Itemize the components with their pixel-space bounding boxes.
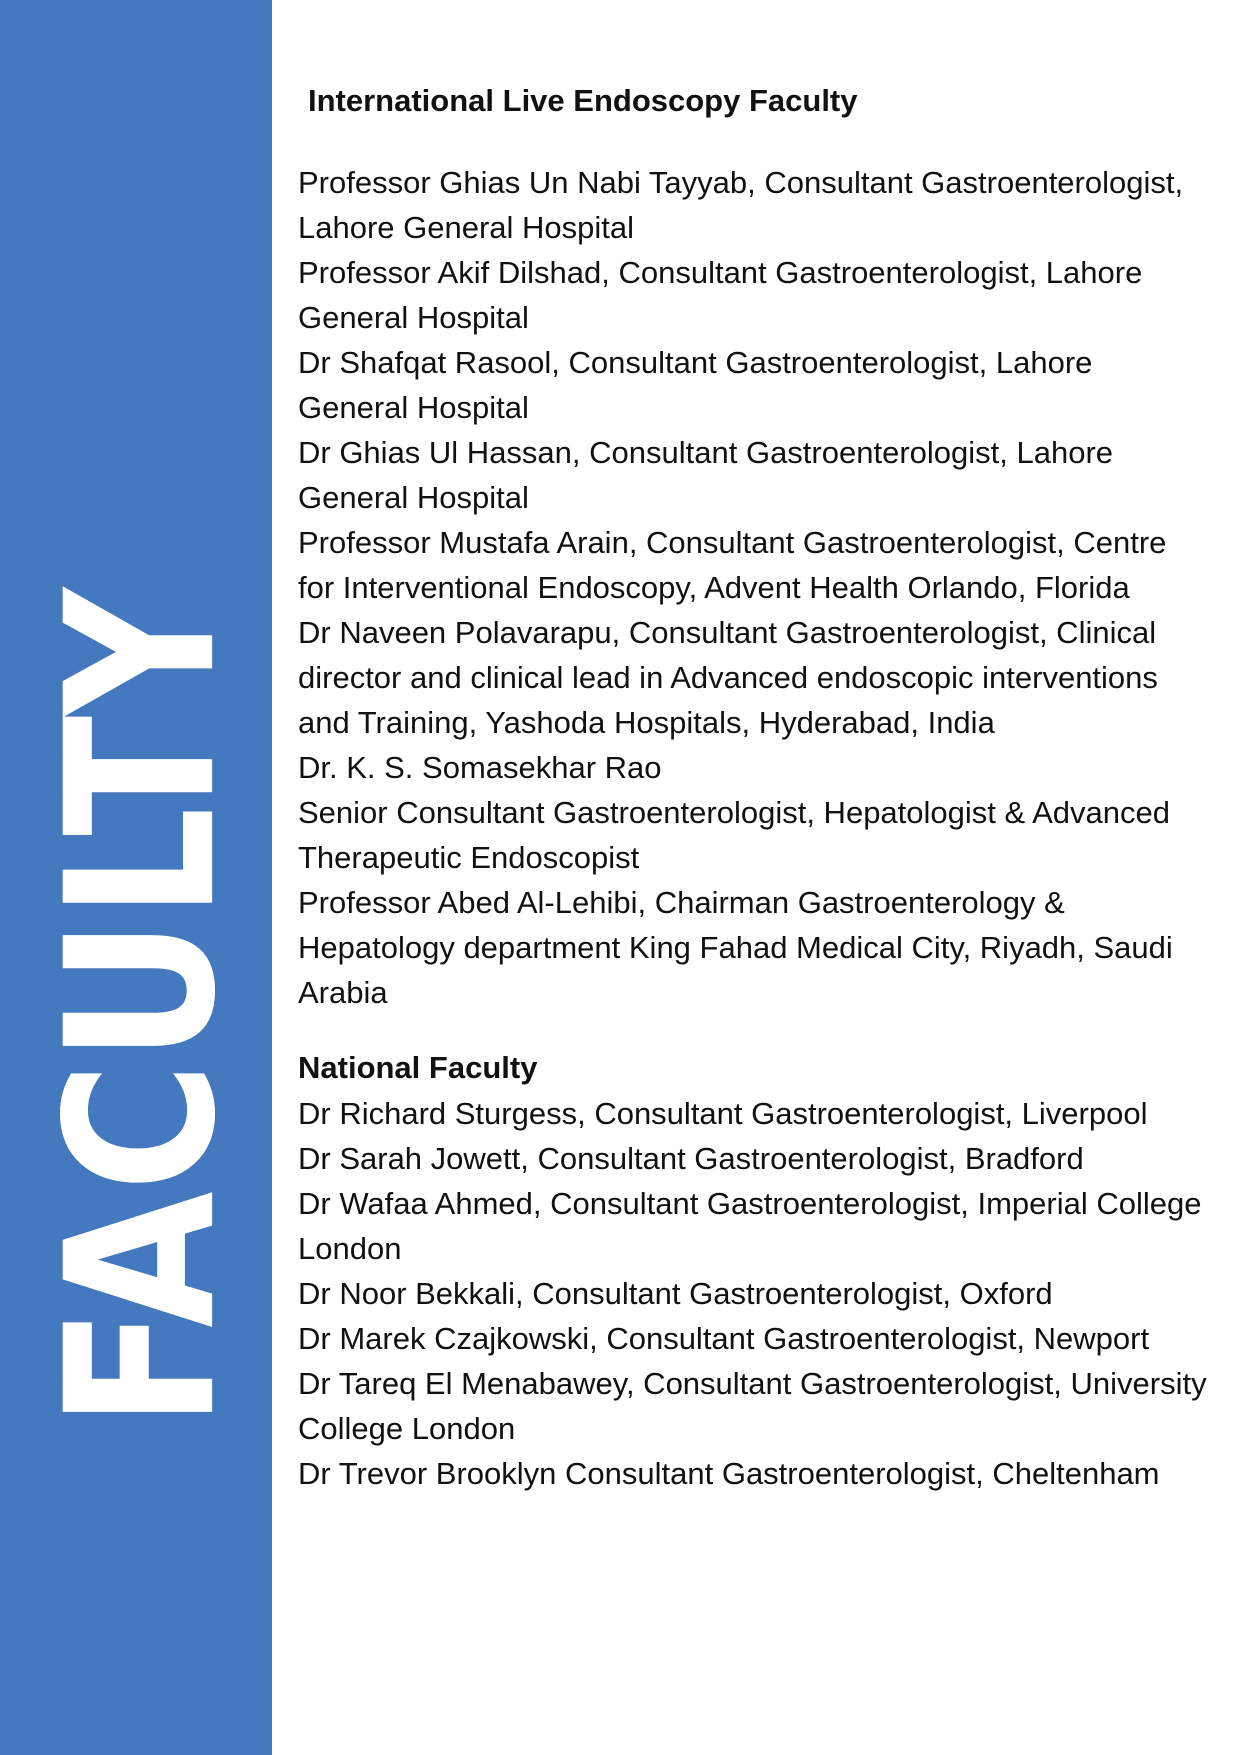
faculty-member: Dr Naveen Polavarapu, Consultant Gastroenterologist, Clinical director and clinical lead in Advanced endoscopic interventions and Training, Yashoda Hospitals, Hyderabad, India bbox=[298, 615, 1158, 740]
faculty-member: Dr Richard Sturgess, Consultant Gastroenterologist, Liverpool bbox=[298, 1096, 1148, 1131]
faculty-member: Dr Wafaa Ahmed, Consultant Gastroenterologist, Imperial College London bbox=[298, 1186, 1202, 1266]
national-faculty-list bbox=[298, 1091, 1210, 1496]
faculty-member: Dr Shafqat Rasool, Consultant Gastroenterologist, Lahore General Hospital bbox=[298, 345, 1093, 425]
faculty-member: Professor Akif Dilshad, Consultant Gastroenterologist, Lahore General Hospital bbox=[298, 255, 1143, 335]
faculty-member: Dr Marek Czajkowski, Consultant Gastroenterologist, Newport bbox=[298, 1321, 1150, 1356]
section-divider bbox=[298, 1015, 1210, 1045]
international-faculty-heading: International Live Endoscopy Faculty bbox=[308, 83, 858, 118]
faculty-member: Dr Ghias Ul Hassan, Consultant Gastroenterologist, Lahore General Hospital bbox=[298, 435, 1114, 515]
faculty-member: Dr Tareq El Menabawey, Consultant Gastroenterologist, University College London bbox=[298, 1366, 1207, 1446]
faculty-member: Dr Noor Bekkali, Consultant Gastroenterologist, Oxford bbox=[298, 1276, 1053, 1311]
side-band-title-graphic bbox=[0, 0, 272, 1755]
national-faculty-heading: National Faculty bbox=[298, 1050, 538, 1085]
side-band-title: FACULTY bbox=[23, 450, 262, 1428]
side-band bbox=[0, 0, 272, 1755]
faculty-member: Professor Abed Al-Lehibi, Chairman Gastroenterology & Hepatology department King Fahad Medical City, Riyadh, Saudi Arabia bbox=[298, 885, 1173, 1010]
international-faculty-list bbox=[298, 160, 1210, 1015]
faculty-member: Professor Mustafa Arain, Consultant Gastroenterologist, Centre for Interventional Endoscopy, Advent Health Orlando, Florida bbox=[298, 525, 1167, 605]
faculty-member: Dr Trevor Brooklyn Consultant Gastroenterologist, Cheltenham bbox=[298, 1456, 1160, 1491]
faculty-member: Dr Sarah Jowett, Consultant Gastroenterologist, Bradford bbox=[298, 1141, 1084, 1176]
faculty-member: Dr. K. S. Somasekhar Rao bbox=[298, 750, 662, 785]
faculty-content bbox=[298, 78, 1210, 1496]
faculty-member: Professor Ghias Un Nabi Tayyab, Consultant Gastroenterologist, Lahore General Hospital bbox=[298, 165, 1184, 245]
faculty-member-role: Senior Consultant Gastroenterologist, Hepatologist & Advanced Therapeutic Endoscopist bbox=[298, 795, 1170, 875]
